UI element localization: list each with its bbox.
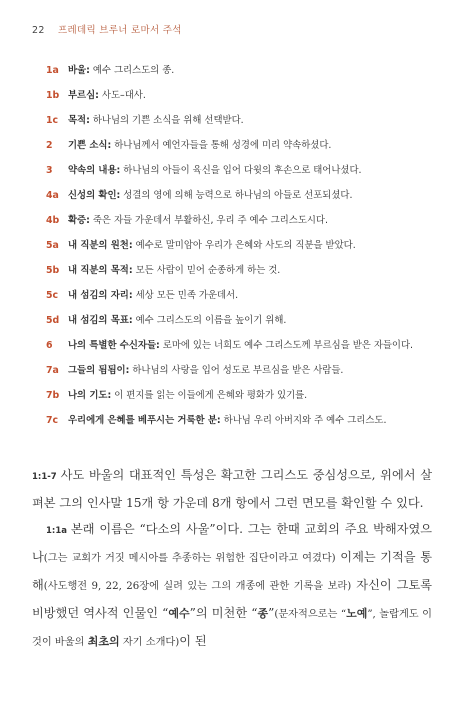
outline-item [46,408,446,433]
outline-label: 7c [46,415,59,426]
outline-item [46,108,446,133]
outline-label: 5a [46,240,59,251]
outline-label: 5c [46,290,59,301]
emphasis-text: 노예 [346,607,368,620]
outline-text: 예수 그리스도의 이름을 높이기 위해. [132,315,287,326]
verse-outline-list [46,58,446,433]
outline-head: 내 섬김의 자리: [68,290,133,301]
outline-label: 4b [46,215,60,226]
parenthetical-text: (그는 교회가 거짓 메시아를 추종하는 위험한 집단이라고 여겼다) [43,553,336,564]
paragraph-text: 이제는 기적을 통해 [32,550,432,592]
paragraph-text: ”의 미천한 “ [189,606,258,620]
outline-head: 확증: [68,215,90,226]
outline-text: 이 편지를 읽는 이들에게 은혜와 평화가 있기를. [111,390,308,401]
outline-label: 7a [46,365,59,376]
outline-text: 예수로 말미암아 우리가 은혜와 사도의 직분을 받았다. [132,240,356,251]
outline-text: 하나님의 사랑을 입어 성도로 부르심을 받은 사람들. [129,365,344,376]
outline-label: 5b [46,265,60,276]
outline-item [46,333,446,358]
paragraph-text: ” [268,606,275,620]
outline-head: 목적: [68,115,90,126]
outline-label: 6 [46,340,53,351]
emphasis-text: 최초의 [87,635,120,648]
parenthetical-text: 자기 소개다) [119,637,180,648]
paragraph-text: 본래 이름은 “다소의 사울”이다. 그는 한때 교회의 주요 박해자였으나 [32,522,432,564]
outline-head: 약속의 내용: [68,165,121,176]
verse-reference: 1:1a [46,526,67,536]
commentary-body [32,462,432,656]
outline-head: 기쁜 소식: [68,140,112,151]
outline-text: 죽은 자들 가운데서 부활하신, 우리 주 예수 그리스도시다. [89,215,328,226]
outline-text: 하나님의 기쁜 소식을 위해 선택받다. [89,115,244,126]
outline-label: 5d [46,315,60,326]
outline-head: 바울: [68,65,90,76]
outline-label: 2 [46,140,53,151]
outline-text: 하나님께서 예언자들을 통해 성경에 미리 약속하셨다. [111,140,332,151]
outline-item [46,308,446,333]
outline-item [46,208,446,233]
outline-head: 우리에게 은혜를 베푸시는 거룩한 분: [68,415,221,426]
commentary-paragraph-1 [32,462,432,516]
outline-text: 모든 사람이 믿어 순종하게 하는 것. [132,265,281,276]
paragraph-text: 이 된 [179,634,207,648]
commentary-paragraph-2 [32,516,432,656]
paragraph-text: 자신이 그토록 비방했던 역사적 인물인 “ [32,578,432,620]
outline-item [46,83,446,108]
outline-item [46,358,446,383]
outline-label: 4a [46,190,59,201]
outline-head: 내 직분의 원천: [68,240,133,251]
outline-item [46,283,446,308]
emphasis-text: 예수 [168,607,190,620]
parenthetical-text: (사도행전 9, 22, 26장에 실려 있는 그의 개종에 관한 기록을 보라) [43,581,352,592]
outline-head: 신성의 확인: [68,190,121,201]
outline-item [46,133,446,158]
outline-head: 부르심: [68,90,99,101]
outline-text: 하나님 우리 아버지와 주 예수 그리스도. [220,415,387,426]
outline-text: 세상 모든 민족 가운데서. [132,290,239,301]
outline-label: 1c [46,115,59,126]
outline-head: 나의 기도: [68,390,112,401]
outline-item [46,233,446,258]
running-header [32,22,182,36]
page-number: 22 [32,25,45,36]
book-title: 프레데릭 브루너 로마서 주석 [58,25,182,36]
outline-head: 그들의 됨됨이: [68,365,130,376]
verse-reference: 1:1-7 [32,472,57,482]
parenthetical-text: ”, 놀랍게도 이것이 바울의 [32,609,432,648]
outline-label: 3 [46,165,53,176]
outline-item [46,58,446,83]
outline-text: 성결의 영에 의해 능력으로 하나님의 아들로 선포되셨다. [120,190,353,201]
outline-text: 하나님의 아들이 육신을 입어 다윗의 후손으로 태어나셨다. [120,165,362,176]
outline-text: 예수 그리스도의 종. [89,65,175,76]
outline-label: 1b [46,90,60,101]
outline-text: 로마에 있는 너희도 예수 그리스도께 부르심을 받은 자들이다. [159,340,414,351]
outline-item [46,258,446,283]
paragraph-text: 사도 바울의 대표적인 특성은 확고한 그리스도 중심성으로, 위에서 살펴본 그의 인사말 15개 항 가운데 8개 항에서 그런 면모를 확인할 수 있다. [32,468,432,510]
outline-label: 1a [46,65,59,76]
outline-item [46,383,446,408]
outline-head: 나의 특별한 수신자들: [68,340,160,351]
outline-head: 내 섬김의 목표: [68,315,133,326]
outline-item [46,158,446,183]
outline-item [46,183,446,208]
emphasis-text: 종 [257,607,269,620]
parenthetical-text: (문자적으로는 “ [274,609,347,620]
outline-label: 7b [46,390,60,401]
outline-head: 내 직분의 목적: [68,265,133,276]
outline-text: 사도–대사. [98,90,146,101]
